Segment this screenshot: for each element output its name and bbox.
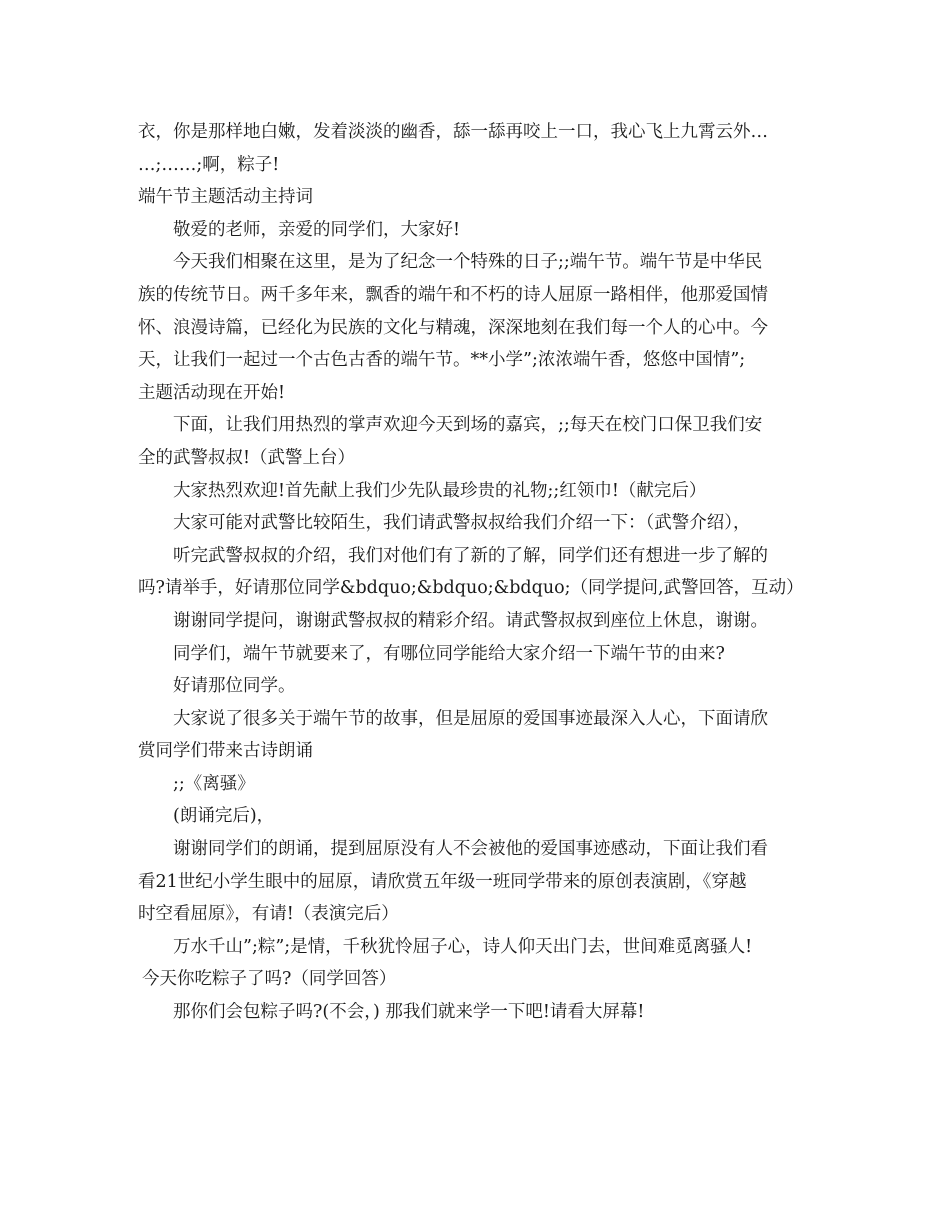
text-line: 今天我们相聚在这里，是为了纪念一个特殊的日子;;端午节。端午节是中华民	[173, 252, 763, 273]
text-line: 看21世纪小学生眼中的屈原，请欣赏五年级一班同学带来的原创表演剧，《穿越	[138, 871, 747, 892]
text-line: 万水千山”;粽”;是情，千秋犹怜屈子心，诗人仰天出门去，世间难觅离骚人!	[173, 936, 753, 957]
text-line: 大家可能对武警比较陌生，我们请武警叔叔给我们介绍一下：（武警介绍），	[173, 513, 751, 534]
text-line: 听完武警叔叔的介绍，我们对他们有了新的了解，同学们还有想进一步了解的	[173, 545, 768, 566]
text-line: 下面，让我们用热烈的掌声欢迎今天到场的嘉宾，;;每天在校门口保卫我们安	[173, 415, 763, 436]
text-line: 怀、浪漫诗篇，已经化为民族的文化与精魂，深深地刻在我们每一个人的心中。今	[138, 317, 768, 338]
text-line: 那你们会包粽子吗?(不会，) 那我们就来学一下吧!请看大屏幕!	[173, 1002, 645, 1023]
text-line: 主题活动现在开始!	[138, 382, 286, 403]
text-line: (朗诵完后)，	[173, 806, 275, 827]
text-line: 时空看屈原》，有请!（表演完后）	[138, 904, 399, 925]
text-line: 衣，你是那样地白嫩，发着淡淡的幽香，舔一舔再咬上一口，我心飞上九霄云外…	[138, 122, 768, 142]
text-line: 大家热烈欢迎!首先献上我们少先队最珍贵的礼物;;红领巾!（献完后）	[173, 480, 707, 501]
text-line: 族的传统节日。两千多年来，飘香的端午和不朽的诗人屈原一路相伴，他那爱国情	[138, 284, 768, 305]
text-line: 大家说了很多关于端午节的故事，但是屈原的爱国事迹最深入人心，下面请欣	[173, 708, 768, 729]
text-line: 端午节主题活动主持词	[138, 187, 313, 208]
text-line: 吗?请举手，好请那位同学&bdquo;&bdquo;&bdquo;（同学提问,武警回答，互动）	[138, 578, 804, 599]
text-line: 天，让我们一起过一个古色古香的端午节。**小学”;浓浓端午香，悠悠中国情”;	[138, 350, 746, 371]
text-line: ;;《离骚》	[173, 773, 255, 794]
text-line: 全的武警叔叔!（武警上台）	[138, 447, 356, 468]
text-line: …;……;啊，粽子!	[138, 154, 280, 175]
text-line: 谢谢同学提问，谢谢武警叔叔的精彩介绍。请武警叔叔到座位上休息，谢谢。	[173, 610, 768, 631]
text-line: 同学们，端午节就要来了，有哪位同学能给大家介绍一下端午节的由来?	[173, 643, 725, 664]
text-line: 今天你吃粽子了吗?（同学回答）	[142, 969, 397, 990]
text-line: 赏同学们带来古诗朗诵	[138, 741, 313, 762]
text-line: 好请那位同学。	[173, 676, 296, 697]
text-line: 敬爱的老师，亲爱的同学们，大家好!	[173, 219, 461, 240]
text-line: 谢谢同学们的朗诵，提到屈原没有人不会被他的爱国事迹感动，下面让我们看	[173, 839, 768, 860]
document-body	[138, 116, 814, 1029]
